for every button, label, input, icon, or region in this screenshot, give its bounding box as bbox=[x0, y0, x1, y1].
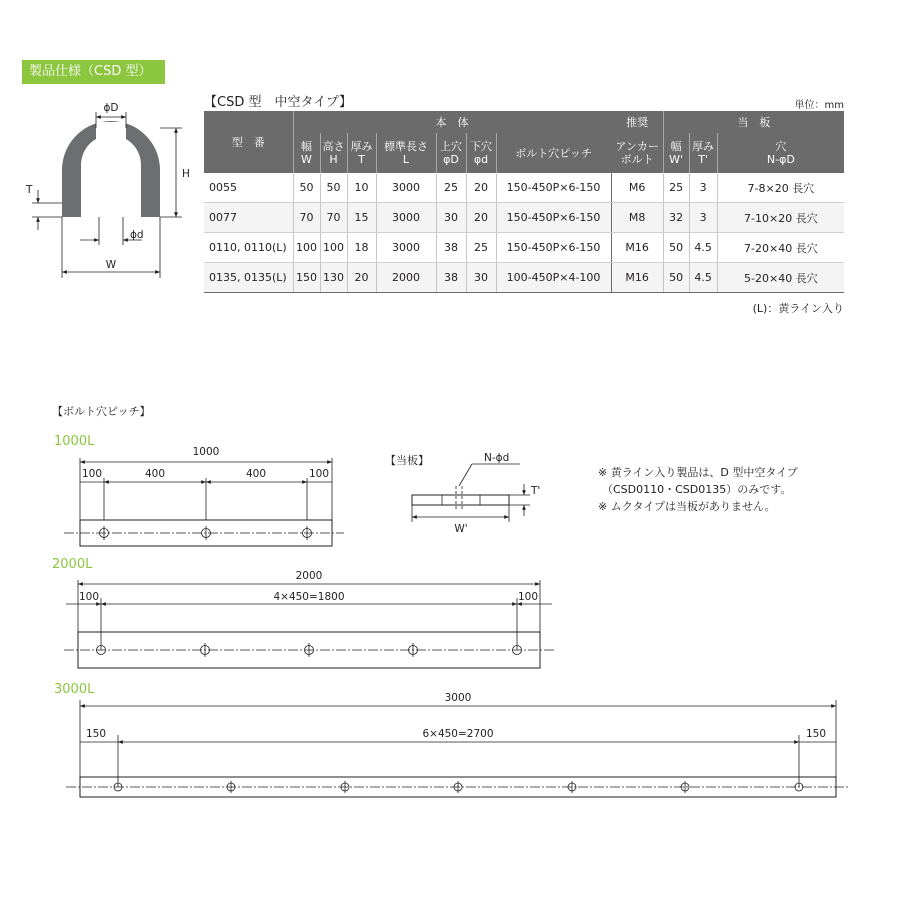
cell-pitch: 150-450P×6-150 bbox=[496, 203, 611, 233]
group-body: 本 体 bbox=[293, 111, 611, 133]
cell-l: 2000 bbox=[376, 263, 436, 293]
plate-title: 【当板】 bbox=[385, 454, 429, 467]
cell-h: 100 bbox=[320, 233, 347, 263]
dim-height: H bbox=[182, 168, 190, 180]
group-anchor: 推奨 bbox=[611, 111, 663, 133]
cell-lower-hole: 25 bbox=[466, 233, 496, 263]
cell-lower-hole: 20 bbox=[466, 203, 496, 233]
cell-plate-hole: 7-20×40 長穴 bbox=[717, 233, 844, 263]
group-plate: 当 板 bbox=[663, 111, 844, 133]
cell-plate-w: 32 bbox=[663, 203, 689, 233]
cell-model: 0055 bbox=[204, 173, 293, 203]
dim-total-3000: 3000 bbox=[444, 692, 472, 704]
plate-diagram bbox=[412, 464, 530, 522]
unit-label: 単位：mm bbox=[794, 100, 844, 111]
col-l: 標準長さ L bbox=[376, 133, 436, 173]
dim-total-1000: 1000 bbox=[192, 446, 220, 458]
bar-label-1000: 1000L bbox=[54, 434, 95, 449]
cell-upper-hole: 38 bbox=[436, 263, 466, 293]
dim-seg-1000-b: 400 bbox=[144, 468, 166, 480]
cell-w: 150 bbox=[293, 263, 320, 293]
cell-plate-w: 25 bbox=[663, 173, 689, 203]
cell-upper-hole: 25 bbox=[436, 173, 466, 203]
cell-plate-t: 3 bbox=[689, 173, 717, 203]
cell-model: 0110, 0110(L) bbox=[204, 233, 293, 263]
cell-plate-w: 50 bbox=[663, 233, 689, 263]
cell-plate-t: 3 bbox=[689, 203, 717, 233]
plate-hole-label: N-ϕd bbox=[484, 452, 510, 464]
col-anchor: アンカー ボルト bbox=[611, 133, 663, 173]
col-t: 厚み T bbox=[347, 133, 376, 173]
cell-plate-hole: 7-10×20 長穴 bbox=[717, 203, 844, 233]
col-upper-hole: 上穴 φD bbox=[436, 133, 466, 173]
cell-anchor: M16 bbox=[611, 263, 663, 293]
pitch-section-title: 【ボルト穴ピッチ】 bbox=[52, 405, 151, 418]
cell-upper-hole: 38 bbox=[436, 233, 466, 263]
table-note: (L)：黄ライン入り bbox=[752, 302, 844, 315]
col-h: 高さ H bbox=[320, 133, 347, 173]
cell-plate-hole: 5-20×40 長穴 bbox=[717, 263, 844, 293]
cell-h: 130 bbox=[320, 263, 347, 293]
col-plate-hole: 穴 N-φD bbox=[717, 133, 844, 173]
cell-pitch: 150-450P×6-150 bbox=[496, 173, 611, 203]
dim-total-2000: 2000 bbox=[295, 570, 323, 582]
plate-width-label: W' bbox=[454, 523, 468, 535]
col-w: 幅 W bbox=[293, 133, 320, 173]
dim-upper-hole: ϕD bbox=[103, 102, 119, 114]
cell-h: 70 bbox=[320, 203, 347, 233]
dim-seg-2000-a: 100 bbox=[78, 591, 100, 603]
cell-w: 70 bbox=[293, 203, 320, 233]
cell-plate-t: 4.5 bbox=[689, 233, 717, 263]
cell-plate-w: 50 bbox=[663, 263, 689, 293]
cell-anchor: M6 bbox=[611, 173, 663, 203]
note-line: ※ 黄ライン入り製品は、D 型中空タイプ bbox=[598, 466, 798, 479]
notes bbox=[598, 464, 798, 515]
cell-w: 100 bbox=[293, 233, 320, 263]
dim-seg-3000-c: 150 bbox=[805, 728, 827, 740]
cell-upper-hole: 30 bbox=[436, 203, 466, 233]
col-plate-w: 幅 W' bbox=[663, 133, 689, 173]
pitch-diagram-1000 bbox=[64, 458, 344, 546]
cell-model: 0077 bbox=[204, 203, 293, 233]
col-plate-t: 厚み T' bbox=[689, 133, 717, 173]
col-pitch: ボルト穴ピッチ bbox=[496, 133, 611, 173]
table-title: 【CSD 型 中空タイプ】 bbox=[204, 95, 352, 110]
dim-seg-3000-a: 150 bbox=[85, 728, 107, 740]
dim-seg-1000-a: 100 bbox=[81, 468, 103, 480]
dim-seg-1000-d: 100 bbox=[308, 468, 330, 480]
cell-lower-hole: 30 bbox=[466, 263, 496, 293]
cell-t: 10 bbox=[347, 173, 376, 203]
dim-seg-2000-c: 100 bbox=[517, 591, 539, 603]
cell-w: 50 bbox=[293, 173, 320, 203]
cell-pitch: 150-450P×6-150 bbox=[496, 233, 611, 263]
pitch-diagram-3000 bbox=[66, 700, 850, 797]
dim-width: W bbox=[105, 259, 117, 271]
cell-t: 20 bbox=[347, 263, 376, 293]
col-lower-hole: 下穴 φd bbox=[466, 133, 496, 173]
cell-h: 50 bbox=[320, 173, 347, 203]
cell-l: 3000 bbox=[376, 173, 436, 203]
cell-t: 18 bbox=[347, 233, 376, 263]
bar-label-3000: 3000L bbox=[54, 682, 95, 697]
dim-seg-2000-b: 4×450=1800 bbox=[273, 591, 345, 603]
col-model: 型 番 bbox=[204, 111, 293, 173]
plate-thickness-label: T' bbox=[531, 485, 541, 497]
cell-l: 3000 bbox=[376, 203, 436, 233]
dim-lower-hole: ϕd bbox=[130, 229, 144, 241]
cell-pitch: 100-450P×4-100 bbox=[496, 263, 611, 293]
cell-t: 15 bbox=[347, 203, 376, 233]
cell-model: 0135, 0135(L) bbox=[204, 263, 293, 293]
cell-anchor: M16 bbox=[611, 233, 663, 263]
cell-plate-hole: 7-8×20 長穴 bbox=[717, 173, 844, 203]
note-line: （CSD0110・CSD0135）のみです。 bbox=[602, 483, 792, 496]
cell-l: 3000 bbox=[376, 233, 436, 263]
note-line: ※ ムクタイプは当板がありません。 bbox=[598, 500, 776, 513]
cell-lower-hole: 20 bbox=[466, 173, 496, 203]
dim-thickness: T bbox=[26, 184, 33, 196]
dim-seg-1000-c: 400 bbox=[245, 468, 267, 480]
section-badge: 製品仕様（CSD 型） bbox=[22, 60, 165, 84]
cell-plate-t: 4.5 bbox=[689, 263, 717, 293]
cell-anchor: M8 bbox=[611, 203, 663, 233]
dim-seg-3000-b: 6×450=2700 bbox=[422, 728, 494, 740]
bar-label-2000: 2000L bbox=[52, 557, 93, 572]
